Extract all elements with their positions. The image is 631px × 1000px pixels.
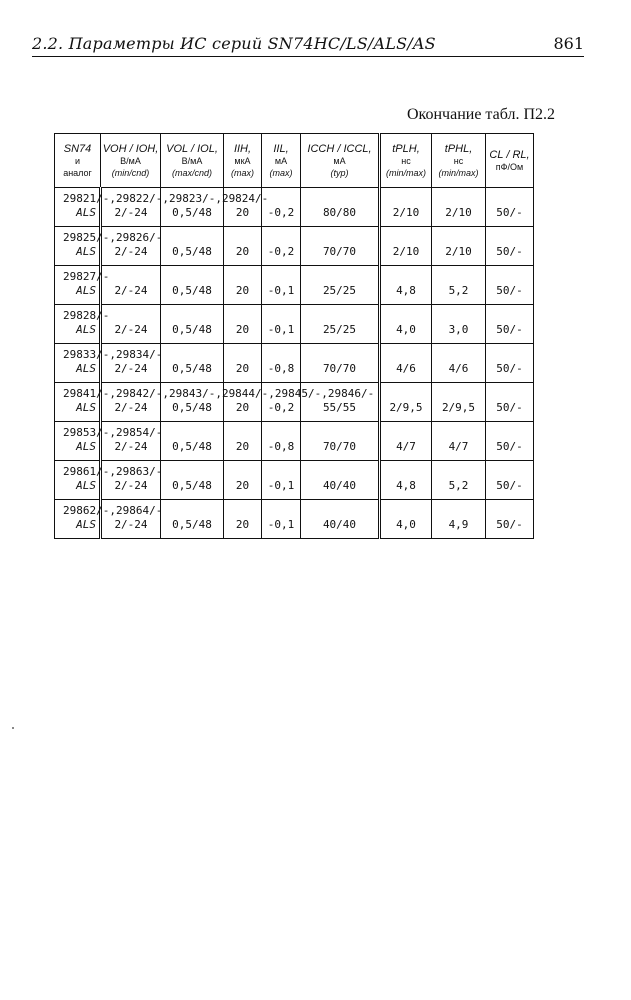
value-icc: 40/40 <box>322 478 357 492</box>
scan-speck <box>12 727 14 729</box>
value-iih: 20 <box>235 400 250 414</box>
analog-label: ALS <box>76 284 96 297</box>
cell-tphl <box>432 422 486 461</box>
value-vol: 0,5/48 <box>172 439 212 453</box>
section-title: 2.2. Параметры ИС серий SN74HC/LS/ALS/AS <box>32 34 436 53</box>
value-tphl: 4/7 <box>448 439 469 453</box>
value-voh: 2/-24 <box>114 400 148 414</box>
cell-vol <box>161 227 224 266</box>
value-iil: -0,1 <box>267 517 295 531</box>
value-tplh: 4,0 <box>396 322 416 336</box>
value-clrl: 50/- <box>496 478 523 492</box>
cell-tplh <box>380 383 432 422</box>
table-row <box>55 266 534 305</box>
value-vol: 0,5/48 <box>172 244 212 258</box>
cell-vol <box>161 461 224 500</box>
value-clrl: 50/- <box>496 400 523 414</box>
cell-iil <box>262 305 301 344</box>
value-tplh: 4,8 <box>396 283 416 297</box>
table-row <box>55 344 534 383</box>
value-icc: 70/70 <box>322 244 357 258</box>
value-voh: 2/-24 <box>114 205 148 219</box>
value-tphl: 2/10 <box>445 205 472 219</box>
cell-tphl <box>432 227 486 266</box>
header-voh: VOH / IOH, В/мА (min/cnd) <box>101 134 161 188</box>
value-voh: 2/-24 <box>114 478 148 492</box>
value-tplh: 2/10 <box>392 244 420 258</box>
value-clrl: 50/- <box>496 517 523 531</box>
cell-tphl <box>432 383 486 422</box>
cell-tplh <box>380 500 432 539</box>
cell-icc <box>301 461 380 500</box>
value-vol: 0,5/48 <box>172 517 212 531</box>
cell-iih <box>224 227 262 266</box>
cell-icc <box>301 266 380 305</box>
header-icc: ICCH / ICCL, мА (typ) <box>301 134 380 188</box>
cell-vol <box>161 305 224 344</box>
cell-icc <box>301 188 380 227</box>
cell-iih <box>224 344 262 383</box>
series-numbers: 29841/-,29842/-,29843/-,29844/-,29845/-,29846/- <box>63 387 375 400</box>
value-clrl: 50/- <box>496 439 523 453</box>
value-iih: 20 <box>235 361 250 375</box>
table-row <box>55 461 534 500</box>
value-vol: 0,5/48 <box>172 283 212 297</box>
series-cell <box>55 305 110 344</box>
cell-tplh <box>380 422 432 461</box>
value-tphl: 2/9,5 <box>441 400 476 414</box>
value-tphl: 4/6 <box>448 361 469 375</box>
value-tphl: 5,2 <box>448 283 469 297</box>
value-iil: -0,1 <box>267 283 295 297</box>
value-tphl: 2/10 <box>445 244 472 258</box>
cell-voh <box>101 266 161 305</box>
value-icc: 25/25 <box>322 283 357 297</box>
value-tplh: 4,8 <box>396 478 416 492</box>
header-cl-rl: CL / RL, пФ/Ом <box>486 134 534 188</box>
analog-label: ALS <box>76 245 96 258</box>
analog-label: ALS <box>76 440 96 453</box>
value-iil: -0,2 <box>267 205 295 219</box>
cell-vol <box>161 266 224 305</box>
cell-clrl <box>486 344 534 383</box>
value-clrl: 50/- <box>496 361 523 375</box>
analog-label: ALS <box>76 518 96 531</box>
cell-icc <box>301 344 380 383</box>
value-voh: 2/-24 <box>114 517 148 531</box>
header-iih: IIH, мкА (max) <box>224 134 262 188</box>
value-voh: 2/-24 <box>114 283 148 297</box>
table-caption: Окончание табл. П2.2 <box>406 106 555 123</box>
parameters-table <box>54 133 534 539</box>
cell-clrl <box>486 500 534 539</box>
value-iil: -0,8 <box>267 439 295 453</box>
table-row <box>55 500 534 539</box>
cell-clrl <box>486 383 534 422</box>
cell-vol <box>161 500 224 539</box>
value-tplh: 2/9,5 <box>389 400 423 414</box>
cell-vol <box>161 344 224 383</box>
value-iih: 20 <box>235 478 250 492</box>
table-row <box>55 188 534 227</box>
cell-icc <box>301 227 380 266</box>
cell-clrl <box>486 461 534 500</box>
value-iih: 20 <box>235 283 250 297</box>
cell-icc <box>301 500 380 539</box>
value-iih: 20 <box>235 517 250 531</box>
cell-iih <box>224 500 262 539</box>
cell-voh <box>101 305 161 344</box>
cell-tphl <box>432 188 486 227</box>
cell-tphl <box>432 344 486 383</box>
cell-tplh <box>380 305 432 344</box>
series-numbers: 29828/- <box>63 309 110 322</box>
series-numbers: 29861/-,29863/- <box>63 465 163 478</box>
value-clrl: 50/- <box>496 283 523 297</box>
header-tplh: tPLH, нс (min/max) <box>380 134 432 188</box>
series-numbers: 29853/-,29854/- <box>63 426 163 439</box>
value-iil: -0,1 <box>267 322 295 336</box>
series-numbers: 29825/-,29826/- <box>63 231 163 244</box>
value-vol: 0,5/48 <box>172 205 212 219</box>
cell-iil <box>262 422 301 461</box>
value-tphl: 5,2 <box>448 478 469 492</box>
table-body <box>55 188 534 539</box>
header-series: SN74 и аналог <box>55 134 101 188</box>
cell-tphl <box>432 266 486 305</box>
cell-tphl <box>432 500 486 539</box>
cell-clrl <box>486 305 534 344</box>
cell-tplh <box>380 344 432 383</box>
value-iil: -0,1 <box>267 478 295 492</box>
cell-iih <box>224 461 262 500</box>
header-vol: VOL / IOL, В/мА (max/cnd) <box>161 134 224 188</box>
value-vol: 0,5/48 <box>172 478 212 492</box>
value-iih: 20 <box>235 244 250 258</box>
series-numbers: 29821/-,29822/-,29823/-,29824/- <box>63 192 269 205</box>
value-iil: -0,2 <box>267 244 295 258</box>
value-clrl: 50/- <box>496 322 523 336</box>
cell-tplh <box>380 266 432 305</box>
value-icc: 70/70 <box>322 439 357 453</box>
cell-clrl <box>486 188 534 227</box>
cell-iil <box>262 461 301 500</box>
cell-tphl <box>432 461 486 500</box>
cell-iih <box>224 422 262 461</box>
value-icc: 40/40 <box>322 517 357 531</box>
table-header-row <box>55 134 534 188</box>
series-numbers: 29827/- <box>63 270 110 283</box>
value-vol: 0,5/48 <box>172 361 212 375</box>
analog-label: ALS <box>76 362 96 375</box>
value-iih: 20 <box>235 205 250 219</box>
cell-clrl <box>486 227 534 266</box>
value-iil: -0,8 <box>267 361 295 375</box>
value-tplh: 2/10 <box>392 205 420 219</box>
value-tplh: 4/6 <box>396 361 416 375</box>
value-iih: 20 <box>235 439 250 453</box>
cell-clrl <box>486 422 534 461</box>
value-clrl: 50/- <box>496 205 523 219</box>
value-voh: 2/-24 <box>114 322 148 336</box>
table-row <box>55 227 534 266</box>
cell-tplh <box>380 461 432 500</box>
value-tphl: 3,0 <box>448 322 469 336</box>
header-iil: IIL, мА (max) <box>262 134 301 188</box>
cell-tplh <box>380 188 432 227</box>
analog-label: ALS <box>76 206 96 219</box>
running-header <box>32 34 584 57</box>
analog-label: ALS <box>76 323 96 336</box>
value-tphl: 4,9 <box>448 517 469 531</box>
page-number: 861 <box>553 34 584 53</box>
value-icc: 25/25 <box>322 322 357 336</box>
value-vol: 0,5/48 <box>172 400 212 414</box>
cell-iih <box>224 266 262 305</box>
value-tplh: 4,0 <box>396 517 416 531</box>
cell-icc <box>301 305 380 344</box>
cell-vol <box>161 422 224 461</box>
cell-icc <box>301 422 380 461</box>
value-voh: 2/-24 <box>114 361 148 375</box>
header-tphl: tPHL, нс (min/max) <box>432 134 486 188</box>
value-vol: 0,5/48 <box>172 322 212 336</box>
cell-clrl <box>486 266 534 305</box>
cell-iil <box>262 227 301 266</box>
value-clrl: 50/- <box>496 244 523 258</box>
value-tplh: 4/7 <box>396 439 416 453</box>
analog-label: ALS <box>76 401 96 414</box>
value-icc: 80/80 <box>322 205 357 219</box>
series-numbers: 29862/-,29864/- <box>63 504 163 517</box>
table-row <box>55 305 534 344</box>
cell-tphl <box>432 305 486 344</box>
cell-iih <box>224 305 262 344</box>
table-row <box>55 422 534 461</box>
value-iih: 20 <box>235 322 250 336</box>
value-icc: 55/55 <box>322 400 357 414</box>
table-row <box>55 383 534 422</box>
cell-iil <box>262 344 301 383</box>
value-voh: 2/-24 <box>114 439 148 453</box>
series-cell <box>55 266 110 305</box>
cell-tplh <box>380 227 432 266</box>
cell-iil <box>262 500 301 539</box>
cell-iil <box>262 266 301 305</box>
value-icc: 70/70 <box>322 361 357 375</box>
value-iil: -0,2 <box>267 400 295 414</box>
value-voh: 2/-24 <box>114 244 148 258</box>
analog-label: ALS <box>76 479 96 492</box>
series-numbers: 29833/-,29834/- <box>63 348 163 361</box>
